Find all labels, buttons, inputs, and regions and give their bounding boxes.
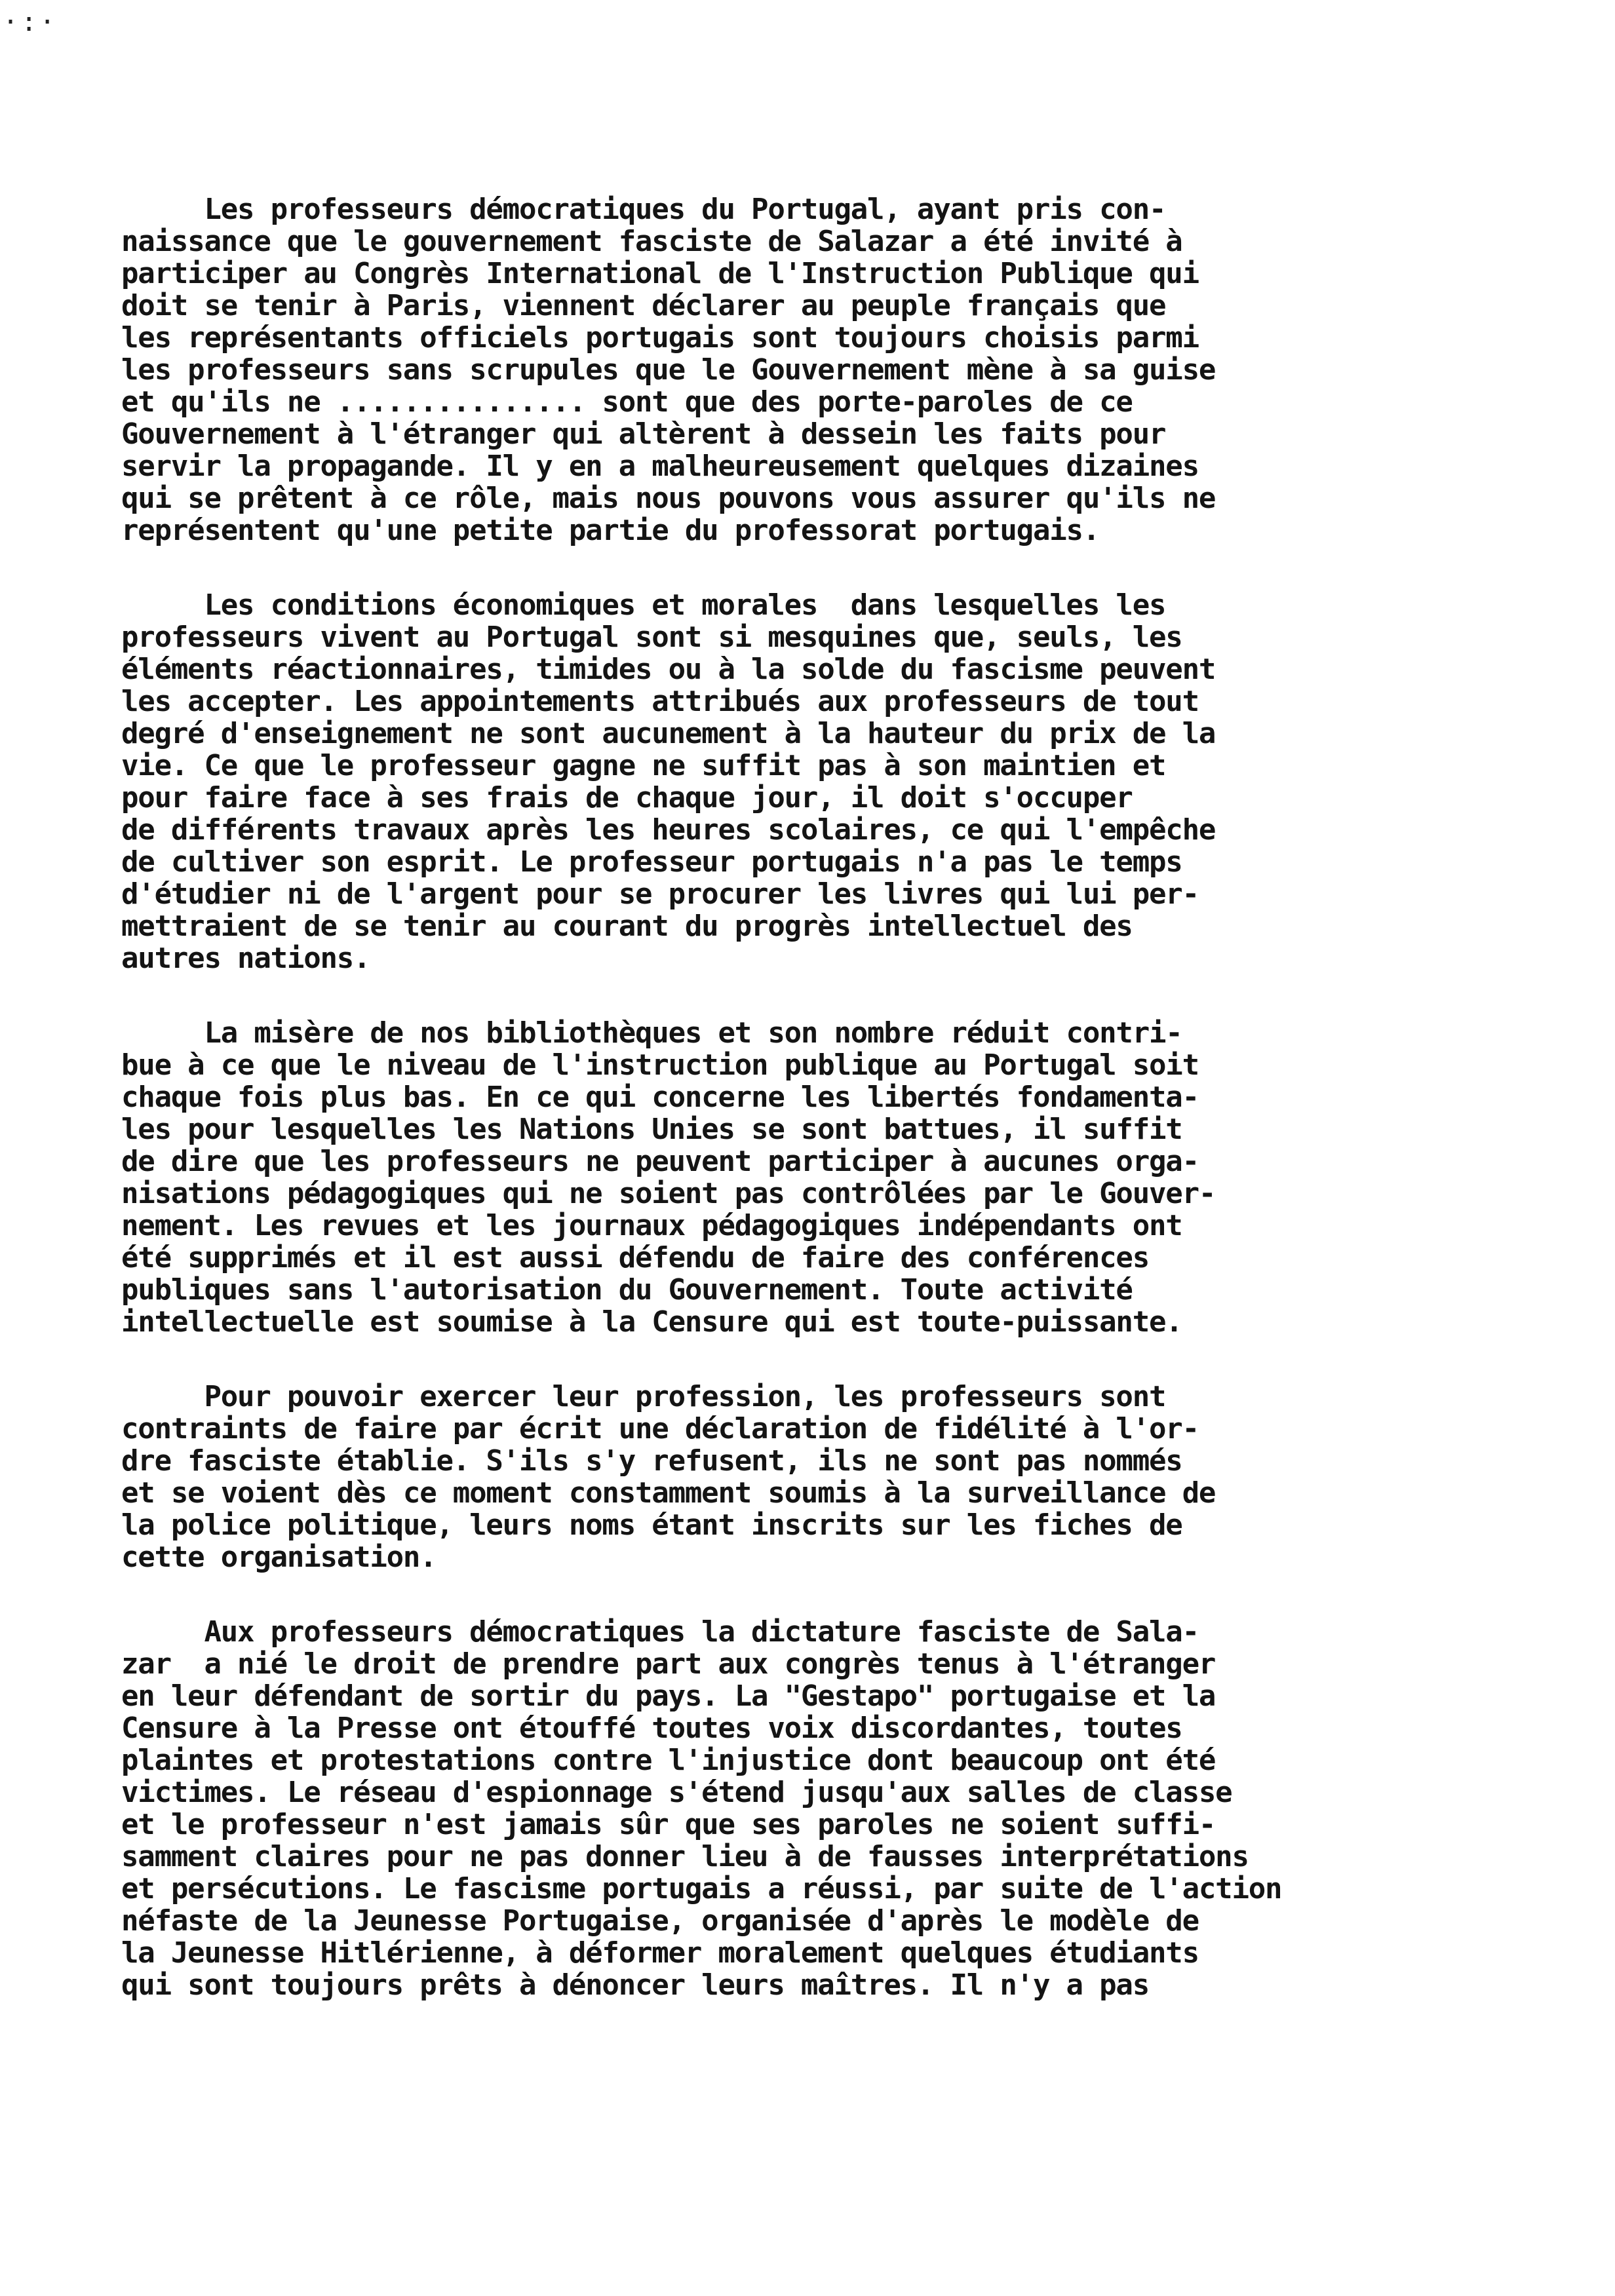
text-line: Pour pouvoir exercer leur profession, les professeurs sont (121, 1380, 1166, 1413)
corner-mark: ·:· (3, 7, 58, 37)
text-line: Les professeurs démocratiques du Portugal, ayant pris con- (121, 193, 1166, 226)
text-line: et se voient dès ce moment constamment soumis à la surveillance de (121, 1476, 1216, 1510)
paragraph-3 (121, 1017, 1432, 1338)
text-line: professeurs vivent au Portugal sont si mesquines que, seuls, les (121, 621, 1182, 654)
paragraph-spacer (121, 1573, 1432, 1616)
paragraph-2 (121, 589, 1432, 974)
text-line: publiques sans l'autorisation du Gouvernement. Toute activité (121, 1273, 1133, 1307)
text-line: nisations pédagogiques qui ne soient pas contrôlées par le Gouver- (121, 1177, 1216, 1210)
text-line: néfaste de la Jeunesse Portugaise, organisée d'après le modèle de (121, 1904, 1199, 1938)
text-line: naissance que le gouvernement fasciste de Salazar a été invité à (121, 225, 1182, 258)
text-line: Gouvernement à l'étranger qui altèrent à dessein les faits pour (121, 417, 1166, 451)
text-line: cette organisation. (121, 1540, 437, 1574)
text-line: plaintes et protestations contre l'injustice dont beaucoup ont été (121, 1744, 1216, 1777)
paragraph-4 (121, 1381, 1432, 1573)
text-line: la police politique, leurs noms étant inscrits sur les fiches de (121, 1508, 1182, 1542)
paragraph-spacer (121, 974, 1432, 1017)
text-line: bue à ce que le niveau de l'instruction publique au Portugal soit (121, 1048, 1199, 1082)
document-body (121, 193, 1432, 2001)
text-line: contraints de faire par écrit une déclaration de fidélité à l'or- (121, 1412, 1199, 1445)
text-line: Les conditions économiques et morales dans lesquelles les (121, 588, 1166, 622)
text-line: représentent qu'une petite partie du professorat portugais. (121, 514, 1100, 547)
paragraph-spacer (121, 546, 1432, 589)
text-line: et le professeur n'est jamais sûr que ses paroles ne soient suffi- (121, 1808, 1216, 1841)
text-line: degré d'enseignement ne sont aucunement à la hauteur du prix de la (121, 717, 1216, 750)
text-line: été supprimés et il est aussi défendu de faire des conférences (121, 1241, 1149, 1274)
text-line: qui sont toujours prêts à dénoncer leurs maîtres. Il n'y a pas (121, 1968, 1149, 2002)
text-line: qui se prêtent à ce rôle, mais nous pouvons vous assurer qu'ils ne (121, 482, 1216, 515)
text-line: autres nations. (121, 942, 370, 975)
text-line: pour faire face à ses frais de chaque jour, il doit s'occuper (121, 781, 1133, 814)
text-line: mettraient de se tenir au courant du progrès intellectuel des (121, 909, 1133, 943)
text-line: les professeurs sans scrupules que le Gouvernement mène à sa guise (121, 353, 1216, 387)
text-line: Aux professeurs démocratiques la dictature fasciste de Sala- (121, 1615, 1199, 1649)
paragraph-5 (121, 1616, 1432, 2001)
text-line: nement. Les revues et les journaux pédagogiques indépendants ont (121, 1209, 1182, 1242)
text-line: zar a nié le droit de prendre part aux congrès tenus à l'étranger (121, 1647, 1216, 1681)
paragraph-1 (121, 193, 1432, 546)
text-line: victimes. Le réseau d'espionnage s'étend jusqu'aux salles de classe (121, 1776, 1232, 1809)
text-line: en leur défendant de sortir du pays. La "Gestapo" portugaise et la (121, 1679, 1216, 1713)
paragraph-spacer (121, 1338, 1432, 1381)
text-line: les accepter. Les appointements attribués aux professeurs de tout (121, 685, 1199, 718)
text-line: intellectuelle est soumise à la Censure qui est toute-puissante. (121, 1305, 1182, 1339)
text-line: de différents travaux après les heures scolaires, ce qui l'empêche (121, 813, 1216, 847)
text-line: les pour lesquelles les Nations Unies se sont battues, il suffit (121, 1113, 1182, 1146)
text-line: les représentants officiels portugais sont toujours choisis parmi (121, 321, 1199, 354)
text-line: la Jeunesse Hitlérienne, à déformer moralement quelques étudiants (121, 1936, 1199, 1970)
text-line: de dire que les professeurs ne peuvent participer à aucunes orga- (121, 1145, 1199, 1178)
text-line: et persécutions. Le fascisme portugais a réussi, par suite de l'action (121, 1872, 1282, 1905)
text-line: servir la propagande. Il y en a malheureusement quelques dizaines (121, 450, 1199, 483)
text-line: samment claires pour ne pas donner lieu à de fausses interprétations (121, 1840, 1249, 1873)
text-line: et qu'ils ne ............... sont que des porte-paroles de ce (121, 385, 1133, 419)
text-line: de cultiver son esprit. Le professeur portugais n'a pas le temps (121, 845, 1182, 879)
text-line: participer au Congrès International de l'Instruction Publique qui (121, 257, 1199, 290)
text-line: éléments réactionnaires, timides ou à la solde du fascisme peuvent (121, 653, 1216, 686)
text-line: d'étudier ni de l'argent pour se procurer les livres qui lui per- (121, 877, 1199, 911)
text-line: Censure à la Presse ont étouffé toutes voix discordantes, toutes (121, 1712, 1182, 1745)
text-line: doit se tenir à Paris, viennent déclarer au peuple français que (121, 289, 1166, 322)
text-line: vie. Ce que le professeur gagne ne suffit pas à son maintien et (121, 749, 1166, 782)
text-line: chaque fois plus bas. En ce qui concerne les libertés fondamenta- (121, 1081, 1199, 1114)
text-line: La misère de nos bibliothèques et son nombre réduit contri- (121, 1016, 1182, 1050)
text-line: dre fasciste établie. S'ils s'y refusent, ils ne sont pas nommés (121, 1444, 1182, 1478)
